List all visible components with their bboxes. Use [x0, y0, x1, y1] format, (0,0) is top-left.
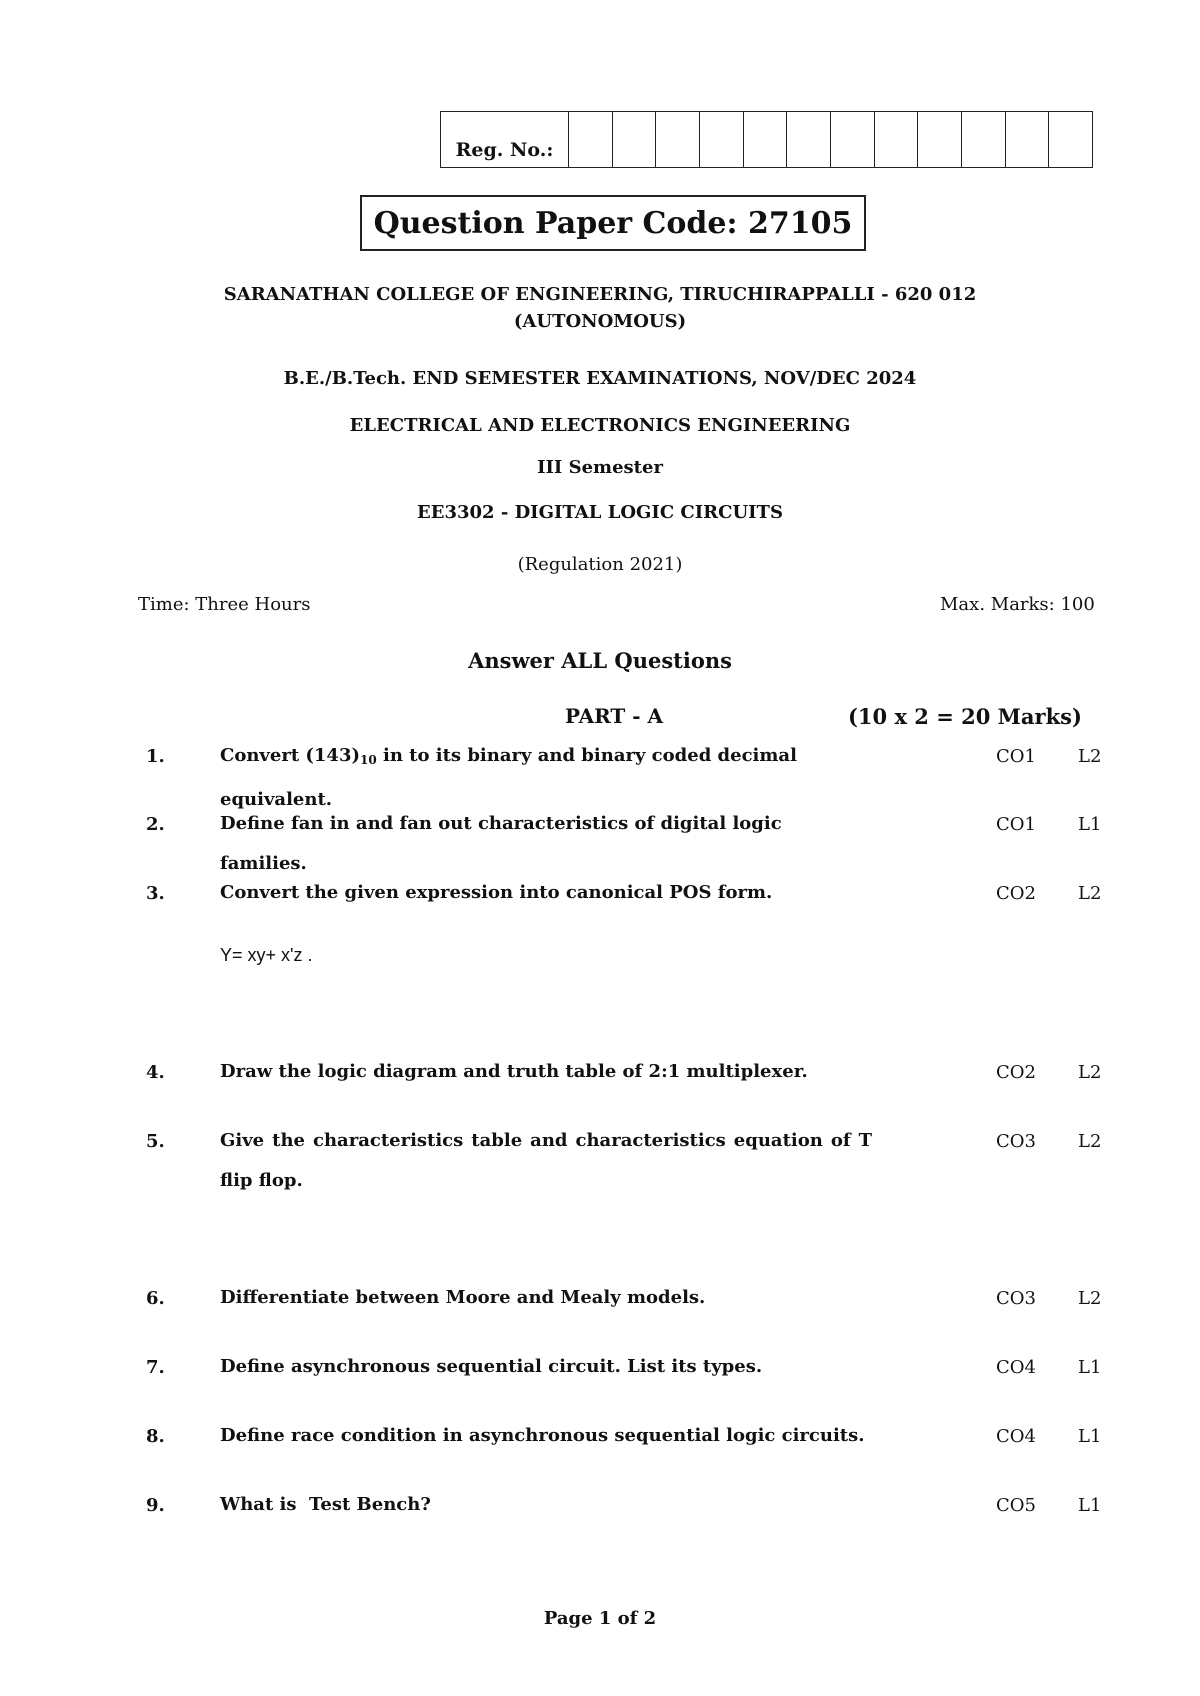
regulation-label: (Regulation 2021) [517, 554, 683, 575]
question-number: 7. [146, 1357, 165, 1378]
course-title: EE3302 - DIGITAL LOGIC CIRCUITS [417, 502, 783, 523]
blooms-level: L2 [1078, 746, 1102, 767]
reg-number-cell[interactable] [918, 112, 962, 167]
course-outcome: CO2 [996, 883, 1036, 904]
course-outcome: CO5 [996, 1495, 1036, 1516]
max-marks-label: Max. Marks: 100 [940, 594, 1095, 615]
question-text: Define race condition in asynchronous sequential logic circuits. [220, 1425, 865, 1446]
question-text: What is Test Bench? [220, 1494, 431, 1515]
department-name: ELECTRICAL AND ELECTRONICS ENGINEERING [349, 415, 851, 436]
reg-number-cell[interactable] [1049, 112, 1092, 167]
reg-number-cell[interactable] [613, 112, 657, 167]
blooms-level: L2 [1078, 1062, 1102, 1083]
question-expression: Y= xy+ x'z . [220, 945, 313, 965]
course-outcome: CO1 [996, 814, 1036, 835]
blooms-level: L1 [1078, 1495, 1102, 1516]
reg-number-cell[interactable] [744, 112, 788, 167]
blooms-level: L1 [1078, 1357, 1102, 1378]
reg-number-cell[interactable] [875, 112, 919, 167]
autonomous-label: (AUTONOMOUS) [513, 311, 687, 332]
part-heading: PART - A [565, 704, 663, 728]
blooms-level: L1 [1078, 814, 1102, 835]
course-outcome: CO4 [996, 1426, 1036, 1447]
exam-title: B.E./B.Tech. END SEMESTER EXAMINATIONS, NOV/DEC 2024 [283, 368, 917, 389]
reg-number-cell[interactable] [1006, 112, 1050, 167]
reg-number-box [440, 111, 1093, 168]
reg-number-cell[interactable] [569, 112, 613, 167]
page-footer: Page 1 of 2 [543, 1608, 657, 1629]
course-outcome: CO2 [996, 1062, 1036, 1083]
reg-number-cell[interactable] [831, 112, 875, 167]
reg-number-cell[interactable] [962, 112, 1006, 167]
question-text: Define asynchronous sequential circuit. List its types. [220, 1356, 763, 1377]
question-number: 3. [146, 883, 165, 904]
question-number: 2. [146, 814, 165, 835]
blooms-level: L1 [1078, 1426, 1102, 1447]
question-number: 5. [146, 1131, 165, 1152]
instruction: Answer ALL Questions [468, 648, 732, 673]
reg-number-label: Reg. No.: [441, 112, 569, 167]
course-outcome: CO1 [996, 746, 1036, 767]
semester-label: III Semester [537, 457, 663, 478]
reg-number-cell[interactable] [700, 112, 744, 167]
time-label: Time: Three Hours [138, 594, 311, 615]
reg-number-cell[interactable] [787, 112, 831, 167]
course-outcome: CO4 [996, 1357, 1036, 1378]
question-paper-code: Question Paper Code: 27105 [360, 195, 866, 251]
course-outcome: CO3 [996, 1131, 1036, 1152]
part-marks: (10 x 2 = 20 Marks) [848, 704, 1082, 729]
question-number: 4. [146, 1062, 165, 1083]
question-number: 1. [146, 746, 165, 767]
blooms-level: L2 [1078, 883, 1102, 904]
question-text: Draw the logic diagram and truth table of 2:1 multiplexer. [220, 1061, 808, 1082]
question-text: Give the characteristics table and characteristics equation of T flip flop. [220, 1130, 872, 1191]
question-text: Define fan in and fan out characteristics of digital logic families. [220, 813, 782, 874]
question-number: 8. [146, 1426, 165, 1447]
question-text: Convert the given expression into canonical POS form. [220, 882, 773, 903]
reg-number-cell[interactable] [656, 112, 700, 167]
blooms-level: L2 [1078, 1131, 1102, 1152]
question-number: 6. [146, 1288, 165, 1309]
course-outcome: CO3 [996, 1288, 1036, 1309]
question-number: 9. [146, 1495, 165, 1516]
question-text: Convert $(143)_{10}$ in to its binary and binary coded decimal equivalent. [220, 745, 797, 810]
blooms-level: L2 [1078, 1288, 1102, 1309]
question-text: Differentiate between Moore and Mealy models. [220, 1287, 706, 1308]
college-name: SARANATHAN COLLEGE OF ENGINEERING, TIRUCHIRAPPALLI - 620 012 [223, 284, 977, 305]
